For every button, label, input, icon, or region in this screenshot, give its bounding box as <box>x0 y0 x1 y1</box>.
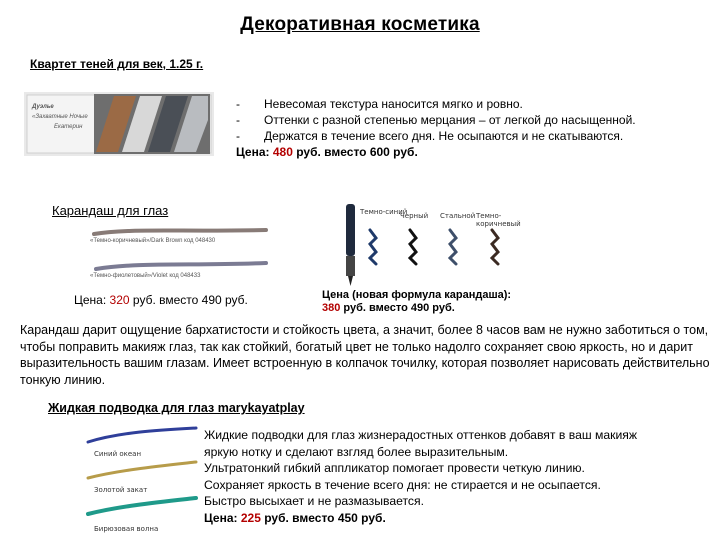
feature-item: - Держатся в течение всего дня. Не осыпаются и не скатываются. <box>236 128 716 144</box>
pencil-cap <box>346 256 355 276</box>
pencil-heading: Карандаш для глаз <box>52 203 169 218</box>
liner-line: Жидкие подводки для глаз жизнерадостных оттенков добавят в ваш макияж <box>204 428 638 442</box>
quartet-features <box>236 96 716 144</box>
new-formula-label: Цена (новая формула карандаша): <box>322 289 512 301</box>
quartet-heading: Квартет теней для век, 1.25 г. <box>30 57 204 71</box>
price-label: Цена: <box>236 145 270 159</box>
page-title-text: Декоративная косметика <box>240 14 480 35</box>
liner-swatches-image <box>80 422 200 536</box>
page-title <box>0 14 720 36</box>
pencil-swatch-label-1: «Темно-коричневый»/Dark Brown код 048430 <box>90 238 216 244</box>
price-new: 380 <box>322 302 341 314</box>
price-old: руб. вместо 600 руб. <box>296 145 418 159</box>
liner-line: Быстро высыхает и не размазывается. <box>204 494 425 508</box>
pencil-new-formula-price <box>322 289 511 315</box>
pencil-description: Карандаш дарит ощущение бархатистости и стойкость цвета, а значит, более 8 часов вам не нужно заботиться о том, чтобы поправить макияж глаз, так как стойкий, богатый цвет не только надолго сохраняет свою яркость, но и дарит выразительность вашим глазам. Имеет встроенную в колпачок точилку, которая позволяет нарисовать действительно тонкую линию. <box>20 323 710 387</box>
price-label: Цена: <box>74 293 107 307</box>
shade-label-2: Черный <box>400 212 429 220</box>
liner-line: Сохраняет яркость в течение всего дня: не стирается и не осыпается. <box>204 477 601 492</box>
price-new: 480 <box>272 145 293 159</box>
pencil-swatches-image <box>90 222 270 284</box>
price-new: 320 <box>109 293 130 307</box>
stroke-turquoise <box>88 498 196 514</box>
feature-item: - Невесомая текстура наносится мягко и ровно. <box>236 96 716 112</box>
eyeshadow-quartet-image <box>24 92 214 156</box>
liner-price <box>204 510 714 527</box>
shade-label-4: Темно-коричневый <box>476 212 521 228</box>
shade-dark-brown <box>492 230 498 264</box>
pencil-body <box>346 204 355 256</box>
palette-label-3: Екатерин <box>54 124 83 130</box>
stroke-gold <box>88 462 196 478</box>
pencil-swatch-label-2: «Темно-фиолетовый»/Violet код 048433 <box>90 273 201 279</box>
stroke-blue <box>88 428 196 442</box>
liner-description <box>204 427 714 526</box>
pencil-product-image <box>326 200 536 290</box>
liner-line: яркую нотку и сделают взгляд более выразительным. <box>204 444 509 459</box>
palette-label-2: «Захватные Ночые <box>32 114 88 120</box>
eyeshadow-palette-graphic <box>24 92 214 156</box>
shade-steel <box>450 230 456 264</box>
liner-swatch-strokes <box>80 422 200 536</box>
price-old: руб. вместо 450 руб. <box>264 510 386 525</box>
feature-item: - Оттенки с разной степенью мерцания – от легкой до насыщенной. <box>236 112 716 128</box>
price-label: Цена: <box>204 510 238 525</box>
liner-label-3: Бирюзовая волна <box>94 525 159 533</box>
liner-label-2: Золотой закат <box>94 486 148 494</box>
price-old: руб. вместо 490 руб. <box>132 293 248 307</box>
shade-label-1: Темно-синий <box>360 208 408 216</box>
price-new: 225 <box>240 510 261 525</box>
liner-line: Ультратонкий гибкий аппликатор помогает провести четкую линию. <box>204 461 585 475</box>
shade-dark-blue <box>370 230 376 264</box>
quartet-price <box>236 145 418 159</box>
liner-heading: Жидкая подводка для глаз marykayatplay <box>48 401 305 415</box>
price-old: руб. вместо 490 руб. <box>343 302 455 314</box>
pencil-price <box>74 293 248 308</box>
palette-label-1: Дуэлье <box>32 104 54 110</box>
shade-black <box>410 230 416 264</box>
shade-label-3: Стальной <box>440 212 476 220</box>
liner-label-1: Синий океан <box>94 450 142 458</box>
